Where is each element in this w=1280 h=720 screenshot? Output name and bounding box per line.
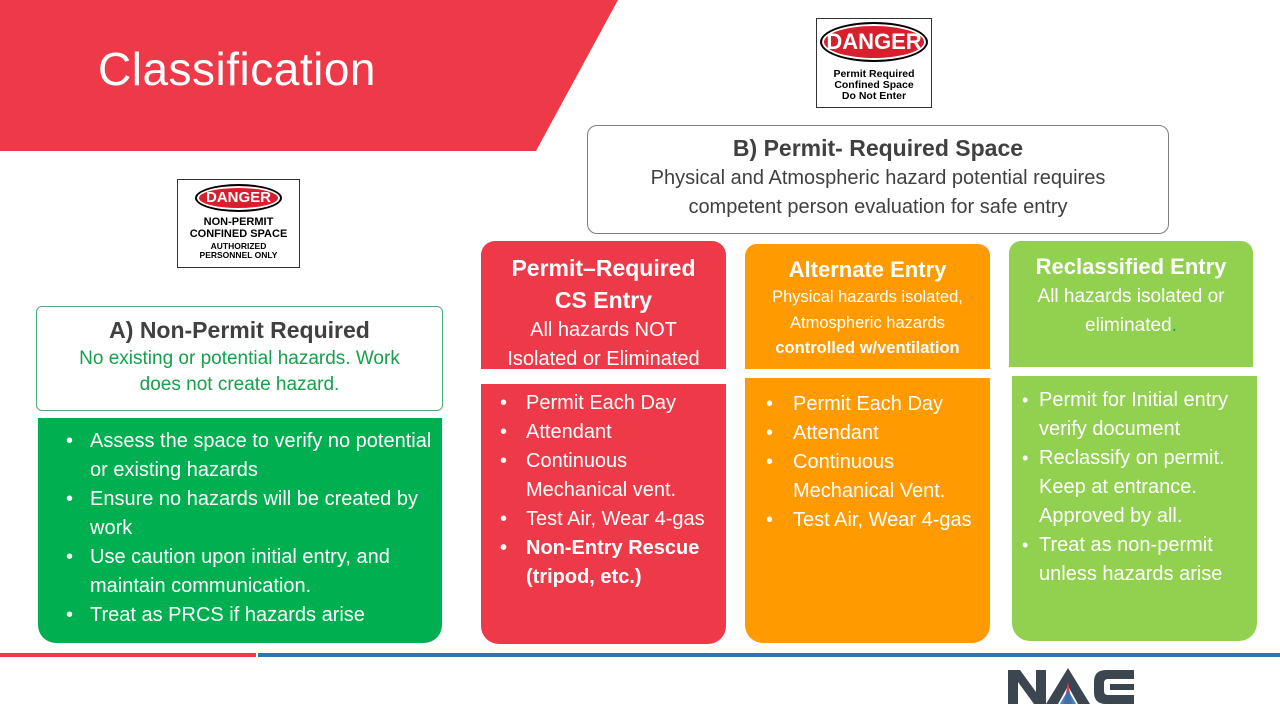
list-item: • Attendant [494, 418, 726, 447]
list-item: • Continuous Mechanical Vent. [760, 448, 990, 506]
pr-cs-entry-heading: Permit–Required [511, 255, 696, 281]
list-item: • Use caution upon initial entry, and maintain communication. [60, 543, 432, 601]
alternate-entry-header [745, 244, 990, 369]
sign-line: NON-PERMIT [203, 216, 274, 228]
danger-banner: DANGER [195, 184, 282, 212]
danger-sign-permit-required [816, 18, 932, 108]
danger-banner: DANGER [820, 22, 928, 62]
pr-cs-entry-list [481, 384, 726, 644]
list-item: • Non-Entry Rescue (tripod, etc.) [494, 534, 726, 592]
list-item: • Treat as PRCS if hazards arise [60, 601, 432, 630]
list-item: • Ensure no hazards will be created by work [60, 485, 432, 543]
reclassified-entry-heading: Reclassified Entry [1035, 254, 1227, 279]
sign-line: CONFINED SPACE [189, 227, 288, 240]
reclassified-entry-list [1012, 376, 1257, 641]
list-item: • Reclassify on permit. Keep at entrance. Approved by all. [1022, 444, 1257, 531]
permit-required-line: competent person evaluation for safe entry [688, 196, 1068, 218]
reclassified-entry-header: Reclassified Entry All hazards isolated or eliminated. [1009, 241, 1253, 367]
pr-cs-entry-line: All hazards NOT [530, 319, 677, 341]
footer-rule-red [0, 653, 256, 657]
alternate-entry-line: Physical hazards isolated, [772, 288, 963, 306]
list-item: • Treat as non-permit unless hazards arise [1022, 531, 1257, 589]
reclassified-entry-line: All hazards isolated or [1037, 286, 1225, 307]
nac-logo [1006, 664, 1136, 708]
non-permit-heading: A) Non-Permit Required [109, 317, 370, 343]
alternate-entry-line: controlled w/ventilation [775, 339, 960, 357]
danger-sign-non-permit [177, 179, 300, 268]
sign-line: AUTHORIZED [210, 241, 267, 252]
permit-required-line: Physical and Atmospheric hazard potential requires [650, 167, 1106, 189]
permit-required-heading: B) Permit- Required Space [732, 135, 1024, 161]
pr-cs-entry-heading: CS Entry [554, 287, 653, 313]
slide-title: Classification [98, 43, 376, 95]
alternate-entry-list [745, 378, 990, 643]
non-permit-list [38, 418, 442, 643]
list-item: • Test Air, Wear 4-gas [494, 505, 726, 534]
sign-line: PERSONNEL ONLY [199, 250, 278, 261]
permit-required-space-box [587, 125, 1169, 234]
sign-line: Do Not Enter [841, 90, 907, 103]
sign-line: Permit Required [833, 68, 915, 80]
non-permit-box [36, 306, 443, 411]
pr-cs-entry-header [481, 241, 726, 369]
list-item: • Test Air, Wear 4-gas [760, 506, 990, 535]
list-item: • Permit Each Day [760, 390, 990, 419]
non-permit-line: does not create hazard. [139, 374, 340, 395]
alternate-entry-line: Atmospheric hazards [790, 313, 945, 332]
reclassified-entry-line: eliminated [1085, 315, 1172, 336]
non-permit-line: No existing or potential hazards. Work [79, 348, 400, 369]
sign-line: Confined Space [834, 79, 914, 92]
list-item: • Continuous Mechanical vent. [494, 447, 726, 505]
list-item: • Permit for Initial entry verify document [1022, 386, 1257, 444]
list-item: • Attendant [760, 419, 990, 448]
footer-rule-blue [258, 653, 1280, 657]
list-item: • Assess the space to verify no potential or existing hazards [60, 427, 432, 485]
list-item: • Permit Each Day [494, 389, 726, 418]
pr-cs-entry-line: Isolated or Eliminated [507, 348, 700, 370]
alternate-entry-heading: Alternate Entry [788, 257, 947, 282]
